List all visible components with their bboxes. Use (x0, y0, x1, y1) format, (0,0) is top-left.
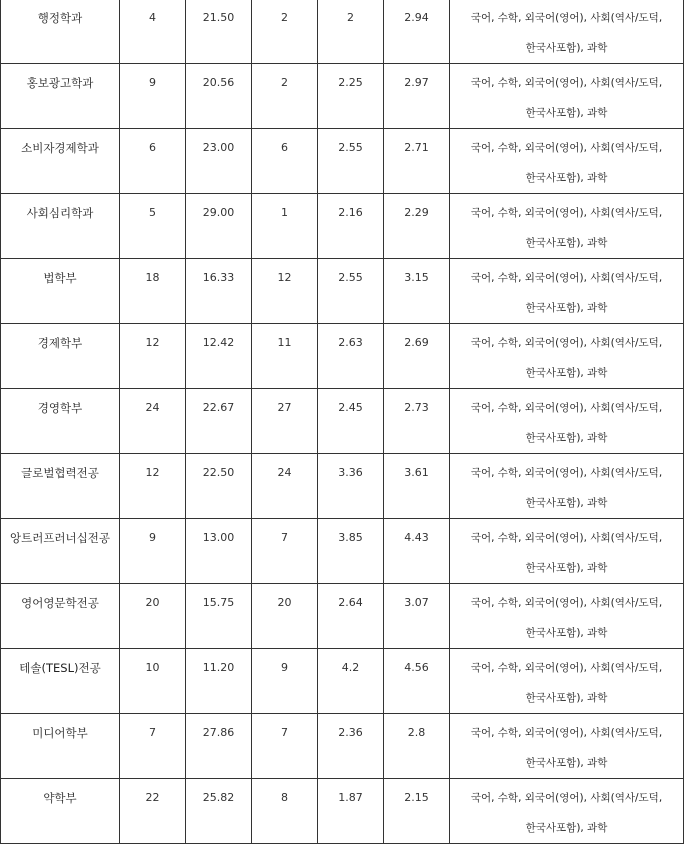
value-cell: 7 (120, 714, 186, 779)
value-cell: 2.55 (318, 129, 384, 194)
table-row (1, 779, 684, 844)
table-row (1, 324, 684, 389)
table-row (1, 64, 684, 129)
value-cell: 1 (252, 194, 318, 259)
table-row (1, 714, 684, 779)
value-cell: 6 (252, 129, 318, 194)
department-cell: 미디어학부 (1, 714, 120, 779)
value-cell: 22 (120, 779, 186, 844)
value-cell: 4.43 (384, 519, 450, 584)
value-cell: 2.63 (318, 324, 384, 389)
value-cell: 2.97 (384, 64, 450, 129)
value-cell: 3.61 (384, 454, 450, 519)
subjects-cell: 국어, 수학, 외국어(영어), 사회(역사/도덕, 한국사포함), 과학 (450, 714, 684, 779)
subjects-cell: 국어, 수학, 외국어(영어), 사회(역사/도덕, 한국사포함), 과학 (450, 454, 684, 519)
value-cell: 20 (120, 584, 186, 649)
subjects-cell: 국어, 수학, 외국어(영어), 사회(역사/도덕, 한국사포함), 과학 (450, 129, 684, 194)
department-cell: 소비자경제학과 (1, 129, 120, 194)
value-cell: 16.33 (186, 259, 252, 324)
value-cell: 12 (252, 259, 318, 324)
value-cell: 25.82 (186, 779, 252, 844)
value-cell: 12 (120, 324, 186, 389)
department-cell: 테솔(TESL)전공 (1, 649, 120, 714)
value-cell: 6 (120, 129, 186, 194)
subjects-cell: 국어, 수학, 외국어(영어), 사회(역사/도덕, 한국사포함), 과학 (450, 779, 684, 844)
value-cell: 2.16 (318, 194, 384, 259)
value-cell: 2.45 (318, 389, 384, 454)
value-cell: 27 (252, 389, 318, 454)
subjects-cell: 국어, 수학, 외국어(영어), 사회(역사/도덕, 한국사포함), 과학 (450, 0, 684, 64)
value-cell: 2.15 (384, 779, 450, 844)
value-cell: 18 (120, 259, 186, 324)
value-cell: 21.50 (186, 0, 252, 64)
value-cell: 2.71 (384, 129, 450, 194)
value-cell: 2.8 (384, 714, 450, 779)
value-cell: 2.73 (384, 389, 450, 454)
department-cell: 사회심리학과 (1, 194, 120, 259)
value-cell: 7 (252, 519, 318, 584)
table-row (1, 454, 684, 519)
table-row (1, 389, 684, 454)
value-cell: 3.07 (384, 584, 450, 649)
value-cell: 10 (120, 649, 186, 714)
department-cell: 경제학부 (1, 324, 120, 389)
value-cell: 9 (120, 519, 186, 584)
subjects-cell: 국어, 수학, 외국어(영어), 사회(역사/도덕, 한국사포함), 과학 (450, 389, 684, 454)
value-cell: 3.15 (384, 259, 450, 324)
value-cell: 24 (252, 454, 318, 519)
value-cell: 5 (120, 194, 186, 259)
table-body (1, 0, 684, 844)
subjects-cell: 국어, 수학, 외국어(영어), 사회(역사/도덕, 한국사포함), 과학 (450, 324, 684, 389)
table-row (1, 194, 684, 259)
table-row (1, 519, 684, 584)
value-cell: 2.69 (384, 324, 450, 389)
value-cell: 1.87 (318, 779, 384, 844)
subjects-cell: 국어, 수학, 외국어(영어), 사회(역사/도덕, 한국사포함), 과학 (450, 649, 684, 714)
subjects-cell: 국어, 수학, 외국어(영어), 사회(역사/도덕, 한국사포함), 과학 (450, 584, 684, 649)
value-cell: 3.85 (318, 519, 384, 584)
department-cell: 홍보광고학과 (1, 64, 120, 129)
value-cell: 22.67 (186, 389, 252, 454)
department-cell: 약학부 (1, 779, 120, 844)
subjects-cell: 국어, 수학, 외국어(영어), 사회(역사/도덕, 한국사포함), 과학 (450, 519, 684, 584)
value-cell: 9 (252, 649, 318, 714)
table-row (1, 129, 684, 194)
value-cell: 20 (252, 584, 318, 649)
value-cell: 22.50 (186, 454, 252, 519)
value-cell: 2 (252, 0, 318, 64)
value-cell: 29.00 (186, 194, 252, 259)
value-cell: 13.00 (186, 519, 252, 584)
value-cell: 24 (120, 389, 186, 454)
value-cell: 2 (318, 0, 384, 64)
value-cell: 2 (252, 64, 318, 129)
department-cell: 글로벌협력전공 (1, 454, 120, 519)
value-cell: 2.29 (384, 194, 450, 259)
table-row (1, 259, 684, 324)
value-cell: 9 (120, 64, 186, 129)
value-cell: 4 (120, 0, 186, 64)
value-cell: 2.55 (318, 259, 384, 324)
subjects-cell: 국어, 수학, 외국어(영어), 사회(역사/도덕, 한국사포함), 과학 (450, 194, 684, 259)
value-cell: 4.56 (384, 649, 450, 714)
department-cell: 행정학과 (1, 0, 120, 64)
value-cell: 4.2 (318, 649, 384, 714)
value-cell: 2.36 (318, 714, 384, 779)
value-cell: 23.00 (186, 129, 252, 194)
department-cell: 영어영문학전공 (1, 584, 120, 649)
value-cell: 8 (252, 779, 318, 844)
department-cell: 법학부 (1, 259, 120, 324)
table-row (1, 0, 684, 64)
value-cell: 3.36 (318, 454, 384, 519)
table-row (1, 584, 684, 649)
value-cell: 12.42 (186, 324, 252, 389)
value-cell: 20.56 (186, 64, 252, 129)
table-row (1, 649, 684, 714)
subjects-cell: 국어, 수학, 외국어(영어), 사회(역사/도덕, 한국사포함), 과학 (450, 259, 684, 324)
value-cell: 11.20 (186, 649, 252, 714)
value-cell: 11 (252, 324, 318, 389)
department-cell: 앙트러프러너십전공 (1, 519, 120, 584)
value-cell: 15.75 (186, 584, 252, 649)
value-cell: 2.94 (384, 0, 450, 64)
value-cell: 12 (120, 454, 186, 519)
department-cell: 경영학부 (1, 389, 120, 454)
value-cell: 27.86 (186, 714, 252, 779)
value-cell: 2.64 (318, 584, 384, 649)
subjects-cell: 국어, 수학, 외국어(영어), 사회(역사/도덕, 한국사포함), 과학 (450, 64, 684, 129)
value-cell: 7 (252, 714, 318, 779)
value-cell: 2.25 (318, 64, 384, 129)
